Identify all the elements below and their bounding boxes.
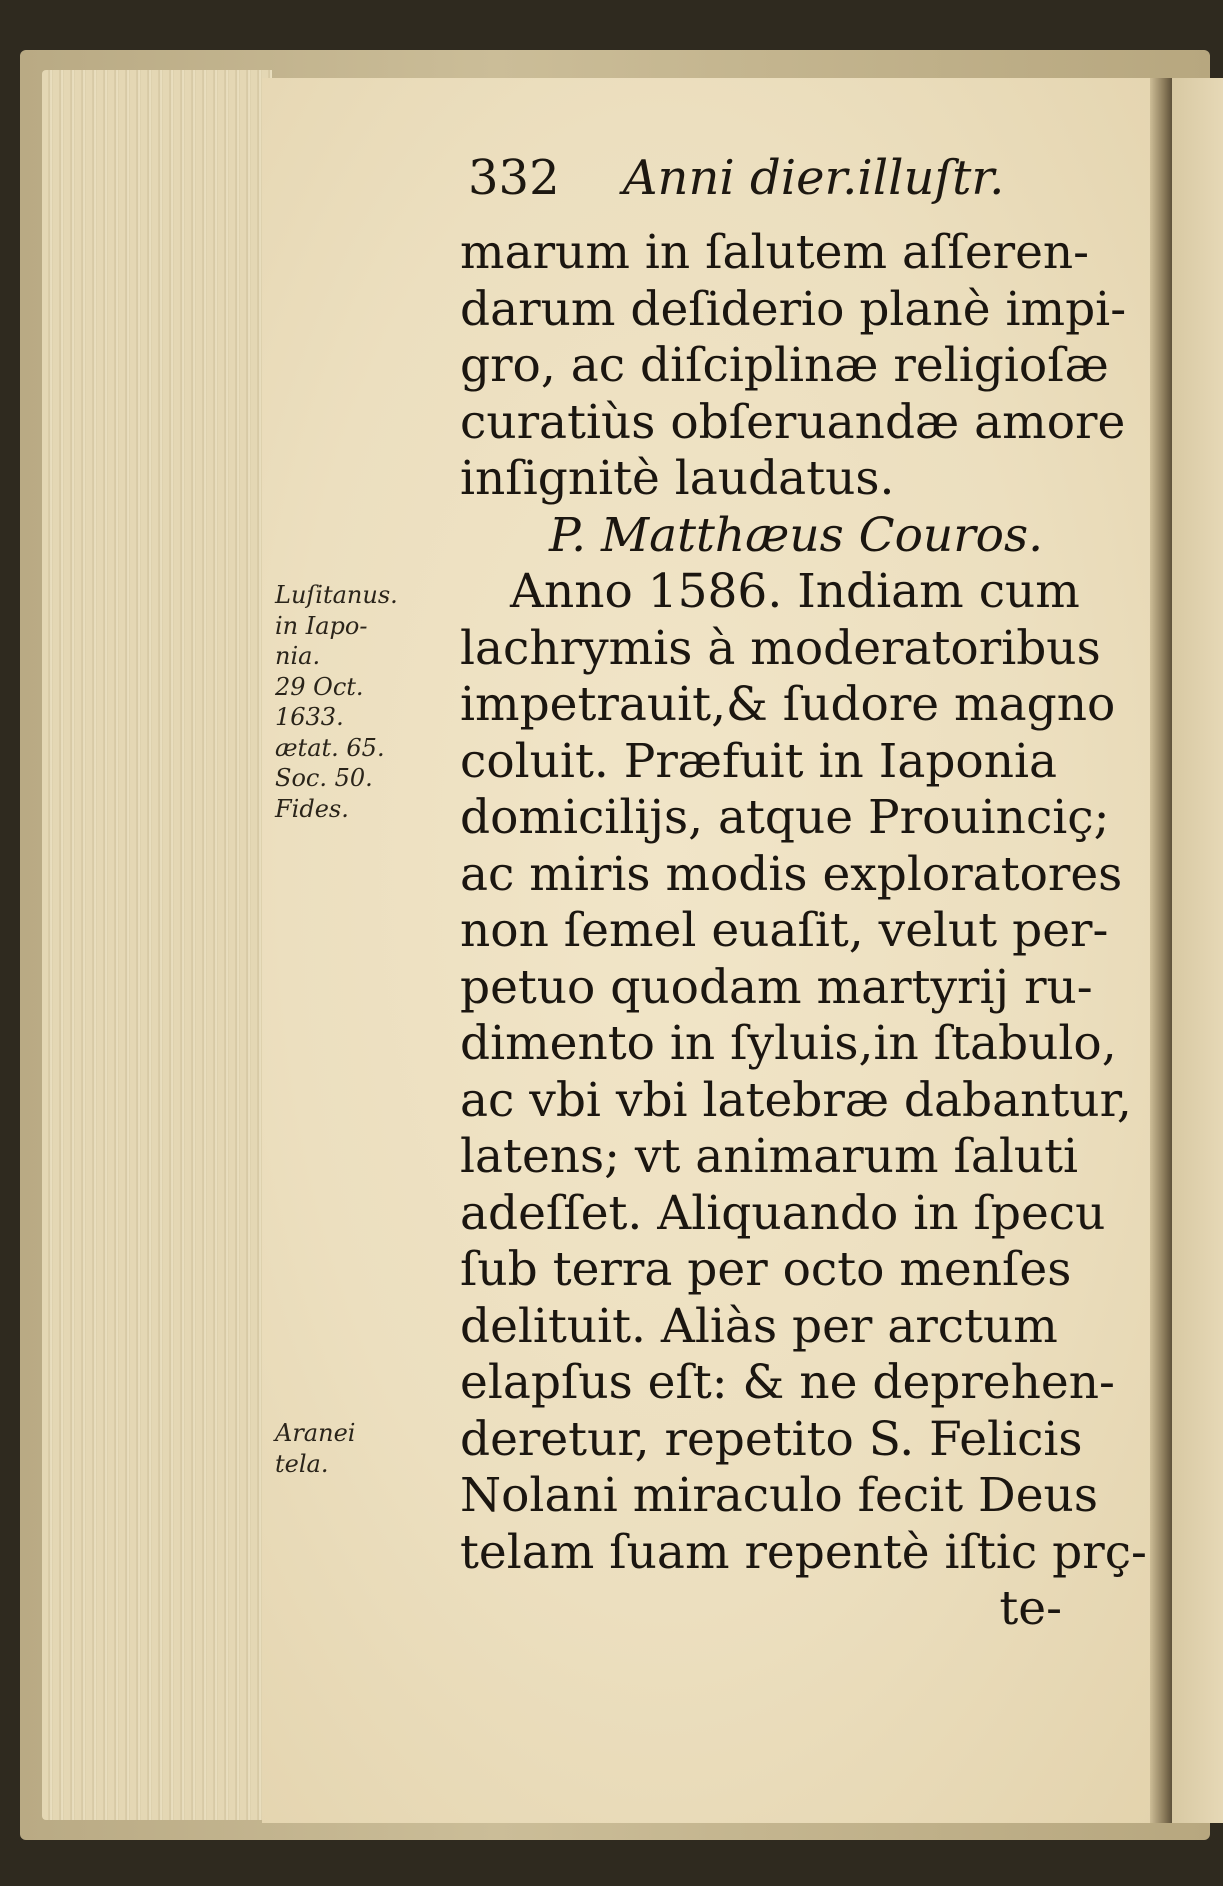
page-edges bbox=[42, 70, 272, 1820]
text-line: dimento in ſyluis,in ſtabulo, bbox=[460, 1016, 1117, 1071]
text-line: marum in ſalutem aſſeren- bbox=[460, 225, 1090, 280]
text-line: latens; vt animarum ſaluti bbox=[460, 1129, 1079, 1184]
text-line: Nolani miraculo fecit Deus bbox=[460, 1468, 1098, 1523]
margin-note-line: in Iapo- bbox=[275, 611, 368, 640]
page-number: 332 bbox=[468, 150, 560, 206]
margin-note-line: Soc. 50. bbox=[275, 764, 373, 792]
text-line: ſub terra per octo menſes bbox=[460, 1242, 1072, 1297]
text-line: elapſus eſt: & ne deprehen- bbox=[460, 1355, 1115, 1410]
text-line: ac vbi vbi latebræ dabantur, bbox=[460, 1072, 1132, 1128]
body-text bbox=[460, 225, 1147, 1638]
margin-note-line: Aranei bbox=[275, 1419, 356, 1447]
text-line: Anno 1586. Indiam cum bbox=[510, 564, 1080, 619]
margin-note-line: 1633. bbox=[275, 703, 344, 731]
margin-note-biography bbox=[275, 580, 425, 824]
text-line: inſignitè laudatus. bbox=[460, 451, 895, 506]
margin-note-line: 29 Oct. bbox=[275, 672, 364, 701]
text-line: deretur, repetito S. Felicis bbox=[460, 1411, 1083, 1467]
margin-note-line: tela. bbox=[275, 1449, 329, 1478]
text-line: lachrymis à moderatoribus bbox=[460, 620, 1101, 676]
margin-note-line: nia. bbox=[275, 642, 321, 670]
catchword: te- bbox=[999, 1581, 1062, 1636]
text-line: curatiùs obſeruandæ amore bbox=[460, 394, 1126, 450]
text-line: darum deſiderio planè impi- bbox=[460, 281, 1127, 337]
text-line: telam ſuam repentè iſtic prç- bbox=[460, 1524, 1147, 1580]
text-line: ac miris modis exploratores bbox=[460, 846, 1123, 902]
text-line: gro, ac diſciplinæ religioſæ bbox=[460, 338, 1109, 393]
text-line: coluit. Præfuit in Iaponia bbox=[460, 733, 1058, 789]
facing-page-edge bbox=[1172, 78, 1223, 1823]
text-line: impetrauit,& ſudore magno bbox=[460, 677, 1116, 732]
margin-note-line: Fides. bbox=[275, 794, 349, 823]
text-line: adeſſet. Aliquando in ſpecu bbox=[460, 1185, 1106, 1241]
text-line: non ſemel euaſit, velut per- bbox=[460, 903, 1109, 958]
margin-note-line: Luſitanus. bbox=[275, 581, 398, 609]
running-head bbox=[468, 150, 1028, 206]
section-heading: P. Matthæus Couros. bbox=[548, 507, 1044, 563]
gutter bbox=[1150, 78, 1172, 1823]
text-line: delituit. Aliàs per arctum bbox=[460, 1298, 1058, 1354]
running-title: Anni dier.illuſtr. bbox=[622, 150, 1005, 206]
text-line: petuo quodam martyrij ru- bbox=[460, 959, 1093, 1015]
text-line: domicilijs, atque Prouinciç; bbox=[460, 790, 1110, 845]
margin-note-spider-web bbox=[275, 1418, 425, 1479]
margin-note-line: ætat. 65. bbox=[275, 733, 385, 762]
